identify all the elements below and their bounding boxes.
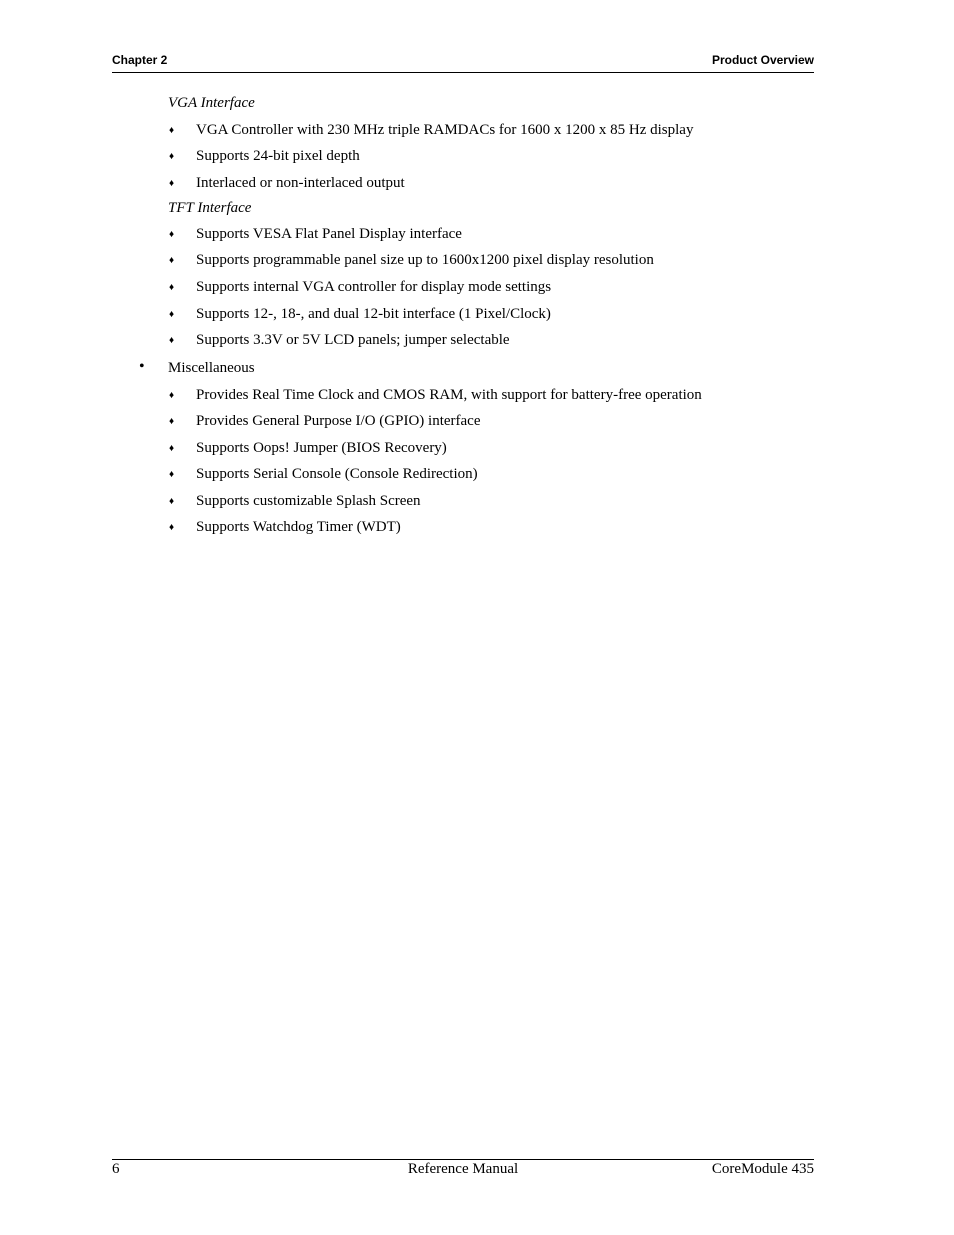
diamond-bullet-icon: ♦ [169, 125, 175, 136]
list-item: Supports Serial Console (Console Redirection) [196, 466, 478, 482]
page-number: 6 [112, 1161, 120, 1177]
list-item: Supports customizable Splash Screen [196, 493, 421, 509]
list-item: Supports VESA Flat Panel Display interface [196, 226, 462, 242]
diamond-bullet-icon: ♦ [169, 496, 175, 507]
section-title: Product Overview [711, 53, 814, 67]
tft-interface-heading: TFT Interface [168, 200, 252, 216]
list-item: Supports 24-bit pixel depth [196, 148, 360, 164]
diamond-bullet-icon: ♦ [169, 522, 175, 533]
diamond-bullet-icon: ♦ [169, 282, 175, 293]
page-footer [112, 1159, 814, 1184]
diamond-bullet-icon: ♦ [169, 255, 175, 266]
diamond-bullet-icon: ♦ [169, 178, 175, 189]
list-item: Supports Oops! Jumper (BIOS Recovery) [196, 440, 447, 456]
list-item: Provides General Purpose I/O (GPIO) interface [196, 413, 481, 429]
list-item: VGA Controller with 230 MHz triple RAMDACs for 1600 x 1200 x 85 Hz display [196, 122, 694, 138]
diamond-bullet-icon: ♦ [169, 151, 175, 162]
diamond-bullet-icon: ♦ [169, 229, 175, 240]
list-item: Supports 3.3V or 5V LCD panels; jumper selectable [196, 332, 510, 348]
vga-interface-heading: VGA Interface [168, 95, 255, 111]
list-item: Supports internal VGA controller for display mode settings [196, 279, 552, 295]
diamond-bullet-icon: ♦ [169, 390, 175, 401]
diamond-bullet-icon: ♦ [169, 335, 175, 346]
list-item: Interlaced or non-interlaced output [196, 175, 405, 191]
list-item: Supports Watchdog Timer (WDT) [196, 519, 401, 535]
diamond-bullet-icon: ♦ [169, 416, 175, 427]
page-header [112, 52, 814, 73]
diamond-bullet-icon: ♦ [169, 443, 175, 454]
list-item: Supports 12-, 18-, and dual 12-bit interface (1 Pixel/Clock) [196, 306, 551, 322]
chapter-label: Chapter 2 [112, 53, 168, 67]
round-bullet-icon: • [139, 358, 145, 375]
document-title: Reference Manual [407, 1161, 519, 1177]
product-name: CoreModule 435 [711, 1161, 814, 1177]
diamond-bullet-icon: ♦ [169, 469, 175, 480]
list-item: Provides Real Time Clock and CMOS RAM, with support for battery-free operation [196, 387, 702, 403]
diamond-bullet-icon: ♦ [169, 309, 175, 320]
miscellaneous-heading: Miscellaneous [168, 360, 255, 376]
list-item: Supports programmable panel size up to 1600x1200 pixel display resolution [196, 252, 654, 268]
